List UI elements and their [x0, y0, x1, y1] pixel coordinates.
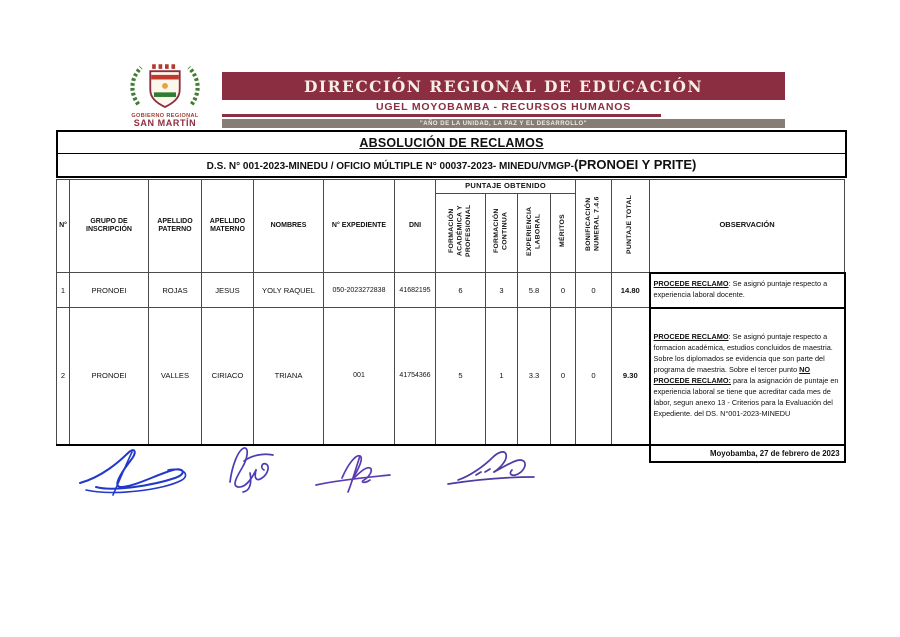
- col-header-apellido-paterno: APELLIDO PATERNO: [149, 180, 202, 273]
- banner-motto-bar: [222, 119, 785, 128]
- cell-bonificacion: 0: [576, 273, 612, 308]
- date-place-cell: Moyobamba, 27 de febrero de 2023: [650, 445, 845, 462]
- col-header-expediente: N° EXPEDIENTE: [324, 180, 395, 273]
- col-header-formacion-continua: FORMACIÓN CONTINUA: [486, 194, 518, 273]
- subtitle-program: (PRONOEI Y PRITE): [574, 157, 697, 172]
- banner-title: DIRECCIÓN REGIONAL DE EDUCACIÓN: [303, 76, 704, 96]
- col-header-experiencia-laboral: EXPERIENCIA LABORAL: [518, 194, 551, 273]
- cell-puntaje-total: 14.80: [612, 273, 650, 308]
- banner-subtitle-bar: [222, 100, 785, 114]
- table-group-header-row: [57, 180, 845, 194]
- cell-grupo: PRONOEI: [70, 273, 149, 308]
- col-header-grupo: GRUPO DE INSCRIPCIÓN: [70, 180, 149, 273]
- cell-meritos: 0: [551, 273, 576, 308]
- col-header-dni: DNI: [395, 180, 436, 273]
- cell-dni: 41754366: [395, 308, 436, 445]
- cell-expediente: 050-2023272838: [324, 273, 395, 308]
- banner-rule: [222, 114, 661, 117]
- banner-motto: "AÑO DE LA UNIDAD, LA PAZ Y EL DESARROLLO": [419, 120, 588, 127]
- claims-table-container: [56, 179, 845, 463]
- col-header-bonificacion: BONIFICACIÓN NUMERAL 7.4.6: [576, 180, 612, 273]
- cell-grupo: PRONOEI: [70, 308, 149, 445]
- banner-subtitle: UGEL MOYOBAMBA - RECURSOS HUMANOS: [375, 101, 632, 113]
- table-row-2: [57, 308, 845, 445]
- cell-observacion: PROCEDE RECLAMO: Se asignó puntaje respecto a formacion académica, estudios concluidos de maestria. Sobre los diplomados se evidencia que son parte del programa de maestria. Sobre el tercer punto NO PROCEDE RECLAMO: para la asignación de puntaje en experiencia laboral se tiene que acreditar cada mes de labor, segun anexo 13 - Criterios para la Evaluación del Expediente. del DS. N°001-2023-MINEDU: [650, 308, 845, 445]
- group-header-puntaje-obtenido: PUNTAJE OBTENIDO: [436, 180, 576, 194]
- col-header-formacion-academica: FORMACIÓN ACADÉMICA Y PROFESIONAL: [436, 194, 486, 273]
- col-header-meritos: MÉRITOS: [551, 194, 576, 273]
- cell-apellido-materno: JESUS: [202, 273, 254, 308]
- regional-government-logo: [118, 62, 212, 128]
- cell-expediente: 001: [324, 308, 395, 445]
- table-row-1: [57, 273, 845, 308]
- cell-formacion-academica: 5: [436, 308, 486, 445]
- cell-apellido-materno: CIRIACO: [202, 308, 254, 445]
- document-subtitle: [58, 154, 845, 176]
- col-header-observacion: OBSERVACIÓN: [650, 180, 845, 273]
- cell-puntaje-total: 9.30: [612, 308, 650, 445]
- claims-table: [56, 179, 846, 463]
- cell-formacion-academica: 6: [436, 273, 486, 308]
- cell-numero: 1: [57, 273, 70, 308]
- col-header-nombres: NOMBRES: [254, 180, 324, 273]
- subtitle-reference: D.S. N° 001-2023-MINEDU / OFICIO MÚLTIPLE N° 00037-2023- MINEDU/VMGP-: [206, 161, 574, 172]
- cell-observacion: PROCEDE RECLAMO: Se asignó puntaje respecto a experiencia laboral docente.: [650, 273, 845, 308]
- col-header-numero: N°: [57, 180, 70, 273]
- cell-dni: 41682195: [395, 273, 436, 308]
- banner-title-bar: [222, 72, 785, 100]
- col-header-puntaje-total: PUNTAJE TOTAL: [612, 180, 650, 273]
- document-title: ABSOLUCIÓN DE RECLAMOS: [58, 132, 845, 154]
- date-row: [57, 445, 845, 462]
- cell-apellido-paterno: ROJAS: [149, 273, 202, 308]
- date-row-spacer: [57, 445, 650, 462]
- cell-nombres: YOLY RAQUEL: [254, 273, 324, 308]
- cell-formacion-continua: 3: [486, 273, 518, 308]
- cell-numero: 2: [57, 308, 70, 445]
- cell-formacion-continua: 1: [486, 308, 518, 445]
- cell-experiencia-laboral: 3.3: [518, 308, 551, 445]
- document-title-block: [56, 130, 847, 178]
- col-header-apellido-materno: APELLIDO MATERNO: [202, 180, 254, 273]
- cell-meritos: 0: [551, 308, 576, 445]
- cell-apellido-paterno: VALLES: [149, 308, 202, 445]
- logo-region-text: SAN MARTÍN: [133, 118, 197, 129]
- cell-experiencia-laboral: 5.8: [518, 273, 551, 308]
- institution-banner: [222, 72, 785, 128]
- cell-bonificacion: 0: [576, 308, 612, 445]
- logo-org-text: GOBIERNO REGIONAL: [131, 113, 199, 119]
- cell-nombres: TRIANA: [254, 308, 324, 445]
- coat-of-arms-icon: [120, 62, 210, 108]
